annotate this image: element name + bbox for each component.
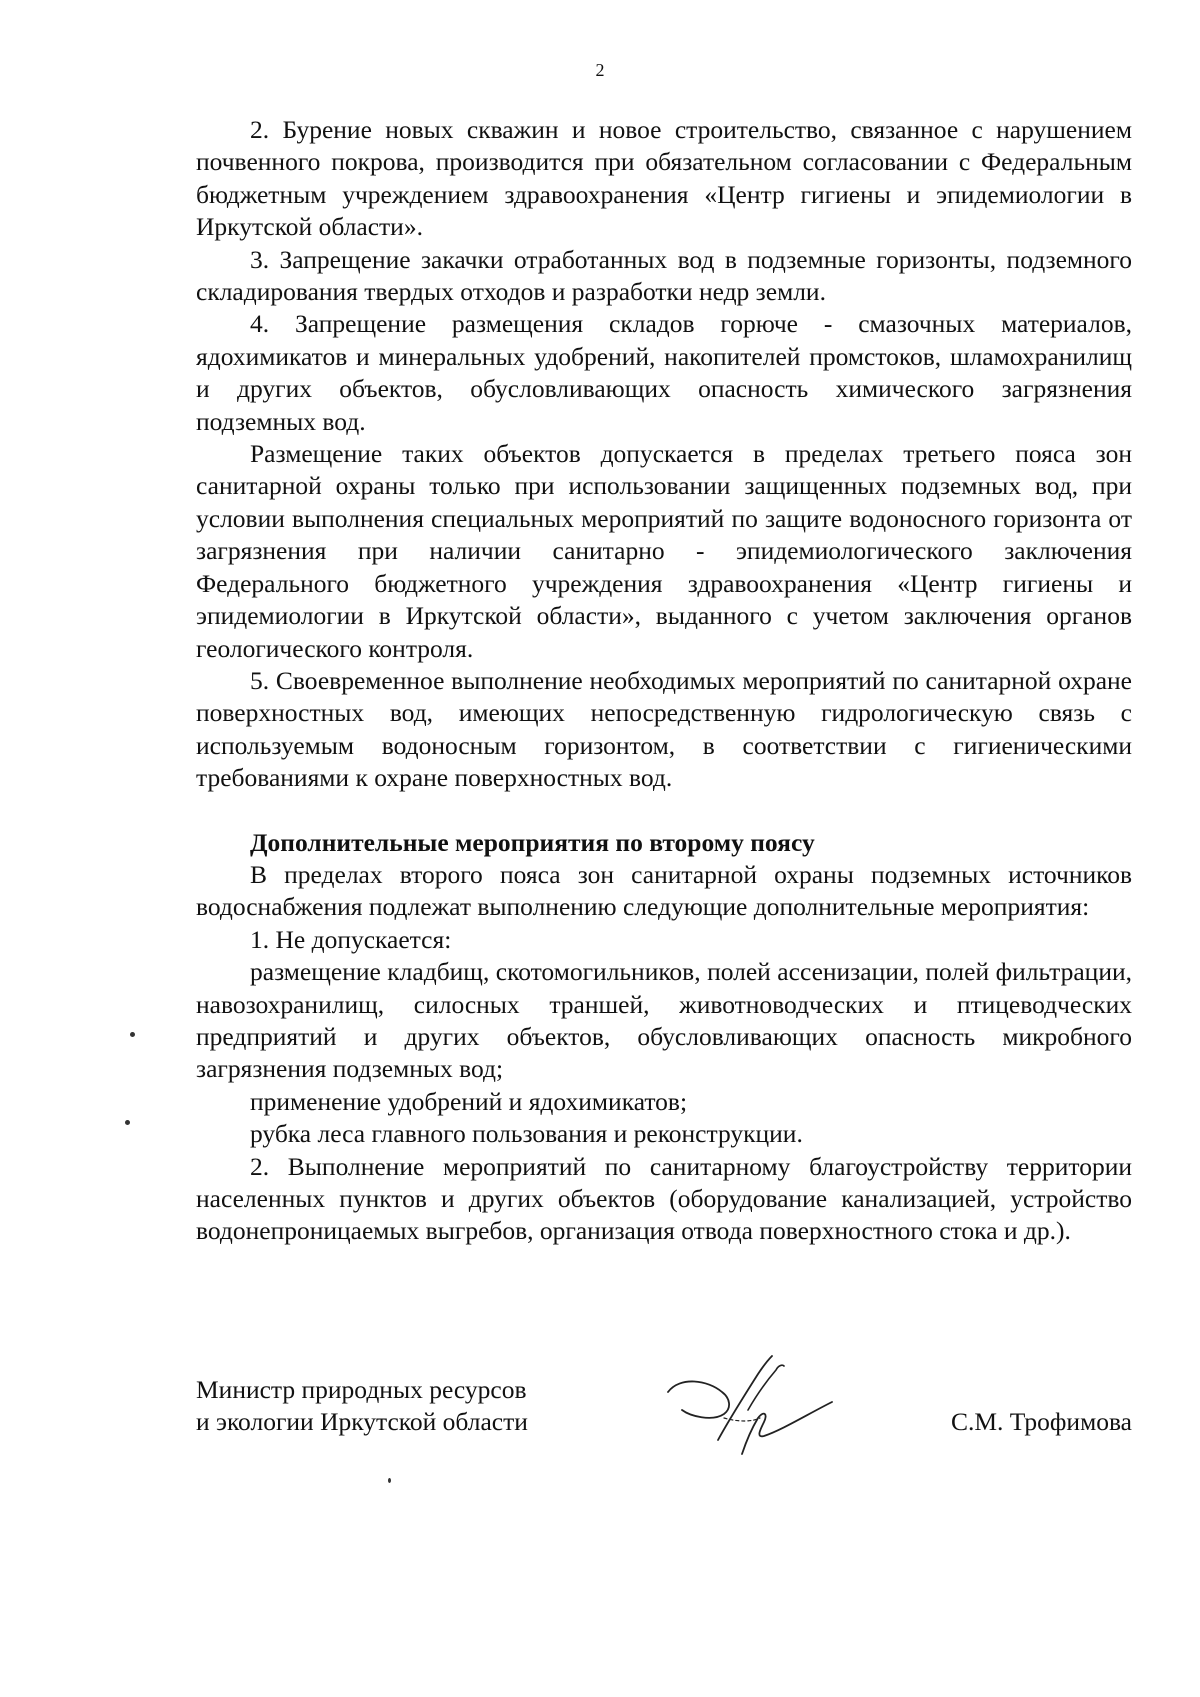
paragraph-not-allowed: 1. Не допускается: xyxy=(250,924,452,954)
paragraph-fertilizers: применение удобрений и ядохимикатов; xyxy=(250,1086,688,1116)
paragraph-logging: рубка леса главного пользования и реконструкции. xyxy=(250,1119,803,1149)
paragraph-injection-ban: 3. Запрещение закачки отработанных вод в подземные горизонты, подземного складирования твердых отходов и разработки недр земли. xyxy=(196,244,1132,307)
signer-name: С.М. Трофимова xyxy=(951,1407,1132,1436)
scan-speck xyxy=(125,1120,130,1125)
section-heading: Дополнительные мероприятия по второму поясу xyxy=(250,827,815,857)
scan-speck xyxy=(130,1032,135,1037)
document-body xyxy=(196,114,1132,1248)
paragraph-drilling: 2. Бурение новых скважин и новое строительство, связанное с нарушением почвенного покрова, производится при обязательном согласовании с Федеральным бюджетным учреждением здравоохранения «Центр гигиены и эпидемиологии в Иркутской области». xyxy=(196,115,1132,242)
scan-speck xyxy=(388,1478,391,1483)
signer-title xyxy=(196,1374,528,1438)
paragraph-placement-conditions: Размещение таких объектов допускается в пределах третьего пояса зон санитарной охраны только при использовании защищенных подземных вод, при условии выполнения специальных мероприятий по защите водоносного горизонта от загрязнения при наличии санитарно - эпидемиологического заключения Федерального бюджетного учреждения здравоохранения «Центр гигиены и эпидемиологии в Иркутской области», выданного с учетом заключения органов геологического контроля. xyxy=(196,439,1132,663)
signer-title-line-2: и экологии Иркутской области xyxy=(196,1407,528,1436)
paragraph-placement-list: размещение кладбищ, скотомогильников, полей ассенизации, полей фильтрации, навозохранилищ, силосных траншей, животноводческих и птицеводческих предприятий и других объектов, обусловливающих опасность микробного загрязнения подземных вод; xyxy=(196,957,1132,1084)
paragraph-second-belt-intro: В пределах второго пояса зон санитарной охраны подземных источников водоснабжения подлежат выполнению следующие дополнительные мероприятия: xyxy=(196,859,1132,922)
signer-title-line-1: Министр природных ресурсов xyxy=(196,1375,527,1404)
page-number: 2 xyxy=(595,60,605,80)
paragraph-landscaping: 2. Выполнение мероприятий по санитарному благоустройству территории населенных пунктов и других объектов (оборудование канализацией, устройство водонепроницаемых выгребов, организация отвода поверхностного стока и др.). xyxy=(196,1151,1132,1246)
paragraph-surface-water: 5. Своевременное выполнение необходимых мероприятий по санитарной охране поверхностных вод, имеющих непосредственную гидрологическую связь с используемым водоносным горизонтом, в соответствии с гигиеническими требованиями к охране поверхностных вод. xyxy=(196,665,1132,793)
paragraph-storage-ban: 4. Запрещение размещения складов горюче - смазочных материалов, ядохимикатов и минеральных удобрений, накопителей промстоков, шламохранилищ и других объектов, обусловливающих опасность химического загрязнения подземных вод. xyxy=(196,309,1132,436)
handwritten-signature xyxy=(660,1352,840,1464)
